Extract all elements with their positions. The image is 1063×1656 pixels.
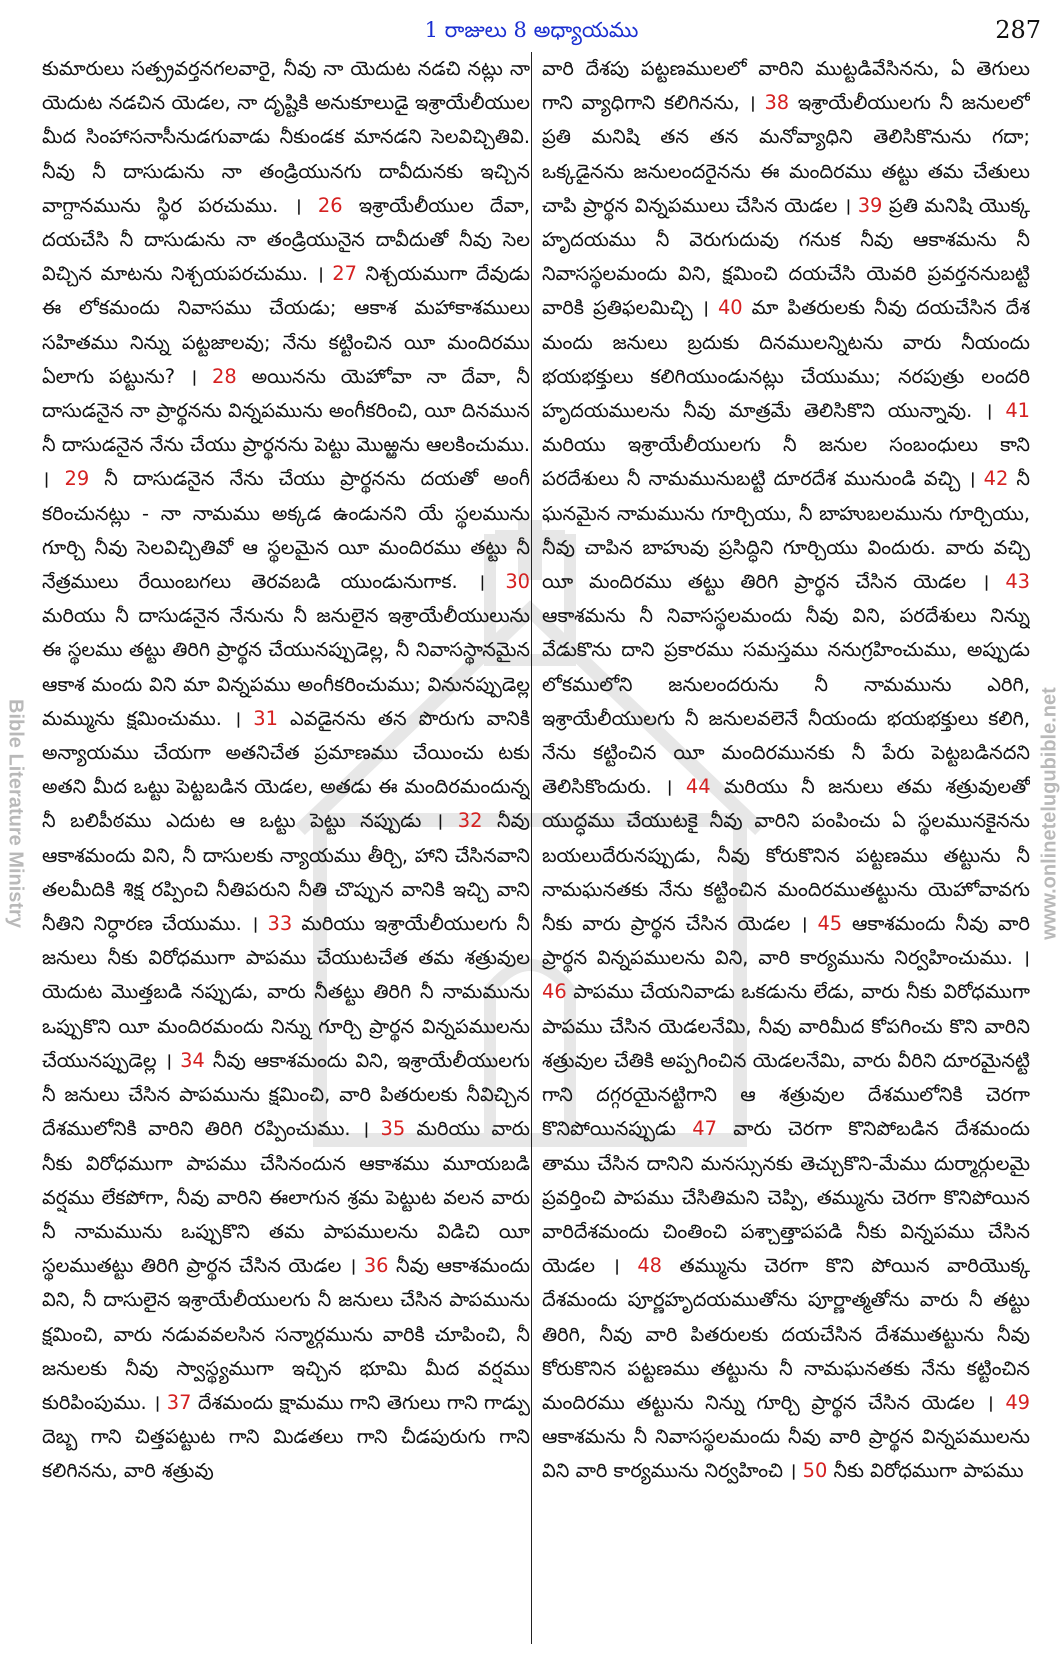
verse-number: 50 (802, 1459, 828, 1483)
verse-text: ఎవడైనను తన పొరుగు వానికి అన్యాయము చేయగా అతనిచేత ప్రమాణము చేయించు టకు అతని మీద ఒట్టు పెట్టబడిన యెడల, అతడు ఈ మందిరమందున్న నీ బలిపీఠము ఎదుట ఆ ఒట్టు పెట్టు నప్పుడు । (42, 706, 530, 833)
verse-number: 29 (64, 467, 90, 491)
verse-text: మరియు వారు నీకు విరోధముగా పాపము చేసినందున ఆకాశము మూయబడి వర్షము లేకపోగా, నీవు వారిని ఈలాగున శ్రమ పెట్టుట వలన వారు నీ నామమును ఒప్పుకొని తమ పాపములను విడిచి యీ స్థలముతట్టు తిరిగి ప్రార్థన చేసిన యెడల । (42, 1117, 530, 1278)
verse-text: వారి దేశపు పట్టణములలో వారిని ముట్టడివేసినను, ఏ తెగులు గాని వ్యాధిగాని కలిగినను, । (542, 57, 1030, 115)
verse-number: 27 (332, 262, 357, 286)
verse-number: 33 (267, 912, 293, 936)
verse-text: మరియు నీ జనులు తమ శత్రువులతో యుద్ధము చేయుటకై నీవు వారిని పంపించు ఏ స్థలమునకైనను బయలుదేరునప్పుడు, నీవు కోరుకొనిన పట్టణము తట్టును నీ నామఘనతకు నేను కట్టించిన మందిరముతట్టును యెహోవావగు నీకు వారు ప్రార్థన చేసిన యెడల । (542, 775, 1030, 936)
ministry-watermark: Bible Literature Ministry (4, 699, 27, 928)
verse-number: 47 (692, 1117, 717, 1141)
page-number: 287 (995, 16, 1041, 44)
verse-number: 30 (505, 570, 530, 594)
verse-text: మా పితరులకు నీవు దయచేసిన దేశ మందు జనులు బ్రదుకు దినములన్నిటను వారు నీయందు భయభక్తులు కలిగియుండునట్లు చేయుము; నరపుత్రు లందరి హృదయములను నీవు మాత్రమే తెలిసికొని యున్నావు. । (542, 296, 1030, 423)
verse-number: 41 (1005, 399, 1030, 423)
verse-text: ఆకాశమను నీ నివాసస్థలమందు నీవు వారి ప్రార్థన విన్నపములను విని వారి కార్యమును నిర్వహించి । (542, 1425, 1030, 1483)
verse-number: 48 (637, 1254, 663, 1278)
verse-number: 28 (212, 364, 237, 388)
verse-text: ప్రతి మనిషి యొక్క హృదయము నీ వెరుగుదువు గనుక నీవు ఆకాశమను నీ నివాసస్థలమందు విని, క్షమించి దయచేసి యెవరి ప్రవర్తననుబట్టి వారికి ప్రతిఫలమిచ్చి । (542, 193, 1030, 320)
verse-number: 35 (380, 1117, 406, 1141)
verse-number: 45 (817, 912, 843, 936)
left-text-column (42, 52, 530, 1642)
verse-number: 43 (1005, 570, 1030, 594)
verse-text: మరియు ఇశ్రాయేలీయులగు నీ జనుల సంబంధులు కాని పరదేశులు నీ నామమునుబట్టి దూరదేశ మునుండి వచ్చి । (542, 433, 1030, 491)
chapter-word: అధ్యాయము (533, 18, 639, 42)
verse-number: 26 (317, 193, 343, 217)
verse-number: 39 (857, 193, 883, 217)
verse-text: తమ్మును చెరగా కొని పోయిన వారియొక్క దేశమందు పూర్ణహృదయముతోను పూర్ణాత్మతోను వారు నీ తట్టు తిరిగి, నీవు వారి పితరులకు దయచేసిన దేశముతట్టును నీవు కోరుకొనిన పట్టణము తట్టును నీ నామఘనతకు నేను కట్టించిన మందిరము తట్టును నిన్ను గూర్చి ప్రార్థన చేసిన యెడల । (542, 1254, 1030, 1414)
verse-number: 38 (764, 91, 790, 115)
verse-text: నీ ఘనమైన నామమును గూర్చియు, నీ బాహుబలమును గూర్చియు, నీవు చాపిన బాహువు ప్రసిద్ధిని గూర్చియు విందురు. వారు వచ్చి యీ మందిరము తట్టు తిరిగి ప్రార్థన చేసిన యెడల । (542, 467, 1030, 594)
verse-text: ఇశ్రాయేలీయుల దేవా, దయచేసి నీ దాసుడును నా తండ్రియునైన దావీదుతో నీవు సెల విచ్చిన మాటను నిశ్చయపరచుము. । (42, 193, 530, 286)
verse-number: 44 (685, 775, 711, 799)
chapter-title (0, 18, 1063, 48)
verse-text: కుమారులు సత్ప్రవర్తనగలవారై, నీవు నా యెదుట నడచి నట్లు నా యెదుట నడచిన యెడల, నా దృష్టికి అనుకూలుడై ఇశ్రాయేలీయుల మీద సింహాసనాసీనుడగువాడు నీకుండక మానడని సెలవిచ్చితివి. నీవు నీ దాసుడును నా తండ్రియునగు దావీదునకు ఇచ్చిన వాగ్దానమును స్థిర పరచుము. । (42, 57, 530, 217)
verse-number: 49 (1005, 1390, 1030, 1414)
verse-text: నీ దాసుడనైన నేను చేయు ప్రార్థనను దయతో అంగీ కరించునట్లు - నా నామము అక్కడ ఉండునని యే స్థలమును గూర్చి నీవు సెలవిచ్చితివో ఆ స్థలమైన యీ మందిరము తట్టు నీ నేత్రములు రేయింబగలు తెరవబడి యుండునుగాక. । (42, 467, 530, 594)
verse-number: 40 (717, 296, 743, 320)
right-text-column (542, 52, 1030, 1642)
verse-text: నిశ్చయముగా దేవుడు ఈ లోకమందు నివాసము చేయడు; ఆకాశ మహాకాశములు సహితము నిన్ను పట్టజాలవు; నేను కట్టించిన యీ మందిరము ఏలాగు పట్టును? । (42, 262, 530, 388)
verse-text: మరియు ఇశ్రాయేలీయులగు నీ జనులు నీకు విరోధముగా పాపము చేయుటచేత తమ శత్రువుల యెదుట మొత్తబడి నప్పుడు, వారు నీతట్టు తిరిగి నీ నామమును ఒప్పుకొని యీ మందిరమందు నిన్ను గూర్చి ప్రార్థన విన్నపములను చేయునప్పుడెల్ల । (42, 912, 530, 1072)
verse-text: పాపము చేయనివాడు ఒకడును లేడు, వారు నీకు విరోధముగా పాపము చేసిన యెడలనేమి, నీవు వారిమీద కోపగించు కొని వారిని శత్రువుల చేతికి అప్పగించిన యెడలనేమి, వారు వీరిని దూరమైనట్టి గాని దగ్గరయైనట్టిగాని ఆ శత్రువుల దేశములోనికి చెరగా కొనిపోయినప్పుడు (542, 980, 1030, 1141)
verse-text: నీకు విరోధముగా పాపము (833, 1459, 1024, 1483)
column-divider (531, 52, 532, 1644)
page-header (0, 10, 1063, 50)
verse-text: నీవు ఆకాశమందు విని, ఇశ్రాయేలీయులగు నీ జనులు చేసిన పాపమును క్షమించి, వారి పితరులకు నీవిచ్చిన దేశములోనికి వారిని తిరిగి రప్పించుము. । (42, 1048, 530, 1141)
verse-number: 42 (983, 467, 1009, 491)
verse-text: అయినను యెహోవా నా దేవా, నీ దాసుడనైన నా ప్రార్థనను విన్నపమును అంగీకరించి, యీ దినమున నీ దాసుడనైన నేను చేయు ప్రార్థనను పెట్టు మొఱ్ఱను ఆలకించుము. । (42, 364, 530, 491)
website-watermark: www.onlinetelugubible.net (1038, 687, 1061, 940)
book-name: 1 రాజులు (424, 18, 507, 42)
verse-text: నీవు ఆకాశమందు విని, నీ దాసులకు న్యాయము తీర్చి, హాని చేసినవాని తలమీదికి శిక్ష రప్పించి నీతిపరుని నీతి చొప్పున వానికి ఇచ్చి వాని నీతిని నిర్ధారణ చేయుము. । (42, 809, 530, 936)
verse-number: 46 (542, 980, 567, 1004)
verse-number: 31 (253, 706, 278, 730)
verse-text: మరియు నీ దాసుడనైన నేనును నీ జనులైన ఇశ్రాయేలీయులును ఈ స్థలము తట్టు తిరిగి ప్రార్థన చేయునప్పుడెల్ల, నీ నివాసస్థానమైన ఆకాశ మందు విని మా విన్నపము అంగీకరించుము; వినునప్పుడెల్ల మమ్మును క్షమించుము. । (42, 604, 530, 730)
verse-number: 34 (180, 1048, 205, 1072)
verse-number: 37 (166, 1390, 192, 1414)
verse-number: 36 (363, 1254, 389, 1278)
verse-number: 32 (457, 809, 483, 833)
verse-text: ఆకాశమందు నీవు వారి ప్రార్థన విన్నపములను విని, వారి కార్యమును నిర్వహించుము. । (542, 912, 1030, 970)
verse-text: నీవు ఆకాశమందు విని, నీ దాసులైన ఇశ్రాయేలీయులగు నీ జనులు చేసిన పాపమును క్షమించి, వారు నడువవలసిన సన్మార్గమును వారికి చూపించి, నీ జనులకు నీవు స్వాస్థ్యముగా ఇచ్చిన భూమి మీద వర్షము కురిపింపుము. । (42, 1254, 530, 1414)
verse-text: ఇశ్రాయేలీయులగు నీ జనులలో ప్రతి మనిషి తన తన మనోవ్యాధిని తెలిసికొనును గదా; ఒక్కడైనను జనులందరైనను ఈ మందిరము తట్టు తమ చేతులు చాపి ప్రార్థన విన్నపములు చేసిన యెడల । (542, 91, 1030, 217)
chapter-number: 8 (513, 18, 527, 42)
verse-text: దేశమందు క్షామము గాని తెగులు గాని గాడ్పు దెబ్బ గాని చిత్తపట్టుట గాని మిడతలు గాని చీడపురుగు గాని కలిగినను, వారి శత్రువు (42, 1390, 530, 1483)
verse-text: ఆకాశమను నీ నివాసస్థలమందు నీవు విని, పరదేశులు నిన్ను వేడుకొను దాని ప్రకారము సమస్తము ననుగ్రహించుము, అప్పుడు లోకములోని జనులందరును నీ నామమును ఎరిగి, ఇశ్రాయేలీయులగు నీ జనులవలెనే నీయందు భయభక్తులు కలిగి, నేను కట్టించిన యీ మందిరమునకు నీ పేరు పెట్టబడినదని తెలిసికొందురు. । (542, 604, 1030, 799)
verse-text: వారు చెరగా కొనిపోబడిన దేశమందు తాము చేసిన దానిని మనస్సునకు తెచ్చుకొని-మేము దుర్మార్గులమై ప్రవర్తించి పాపము చేసితిమని చెప్పి, తమ్మును చెరగా కొనిపోయిన వారిదేశమందు చింతించి పశ్చాత్తాపపడి నీకు విన్నపము చేసిన యెడల । (542, 1117, 1030, 1278)
